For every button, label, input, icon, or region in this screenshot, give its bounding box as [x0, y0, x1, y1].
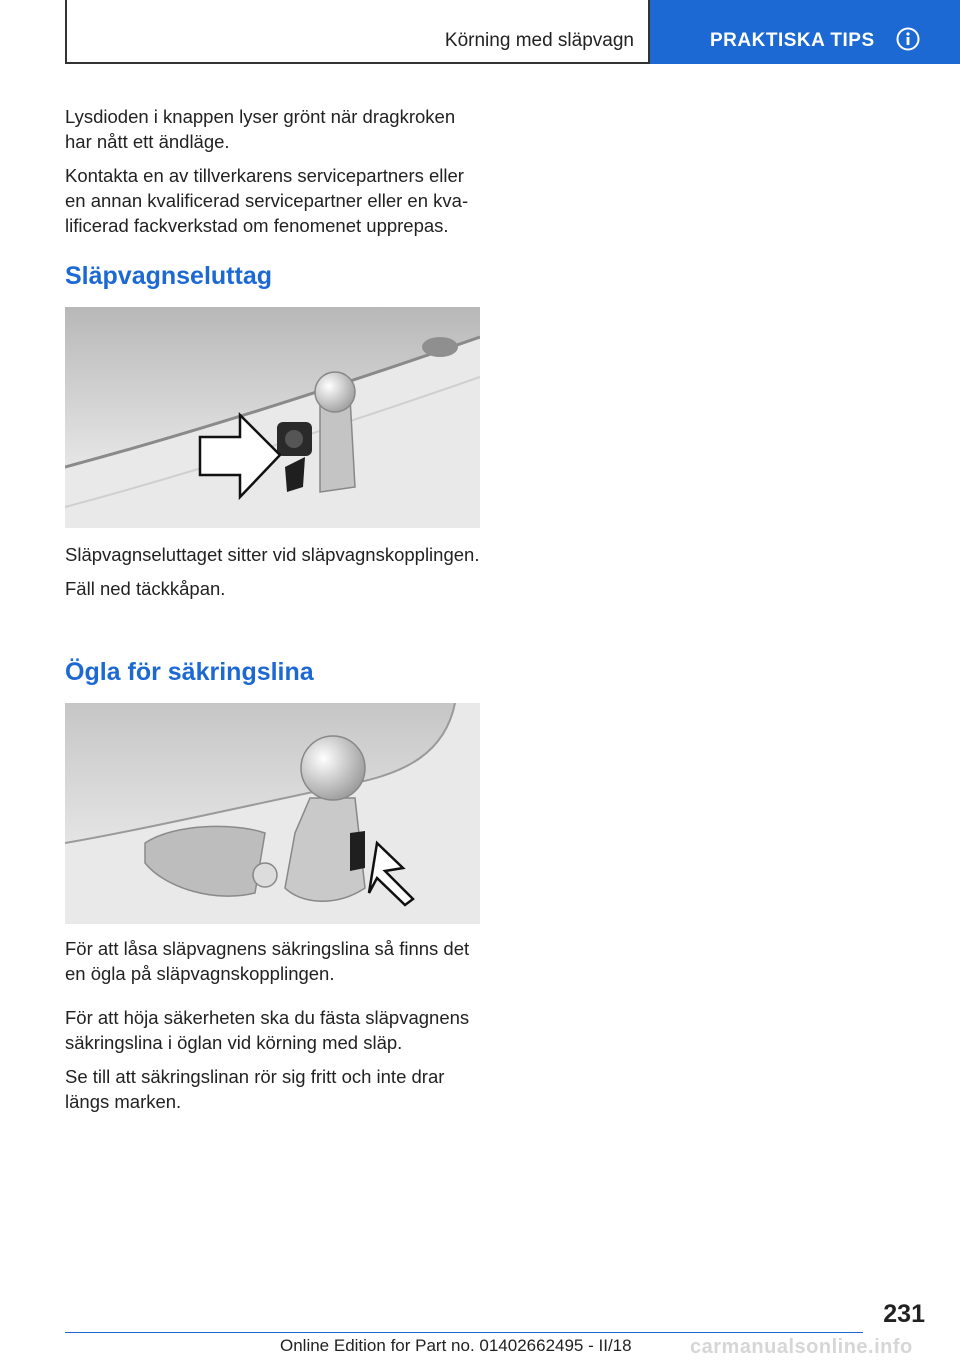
intro-paragraph-1: Lysdioden i knappen lyser grönt när dragkroken har nått ett ändläge. — [65, 106, 456, 152]
socket-heading: Släpvagnseluttag — [65, 262, 272, 290]
eyelet-heading: Ögla för säkringslina — [65, 658, 314, 686]
eyelet-paragraph-3: Se till att säkringslinan rör sig fritt och inte drar längs marken. — [65, 1066, 445, 1112]
eyelet-heading-wrap — [65, 658, 480, 687]
socket-illustration — [65, 307, 480, 528]
watermark: carmanualsonline.info — [690, 1336, 913, 1358]
section-title: PRAKTISKA TIPS — [710, 30, 875, 51]
header-chapter-box — [65, 0, 650, 64]
info-icon — [896, 27, 920, 51]
socket-heading-wrap — [65, 262, 480, 291]
chapter-title: Körning med släpvagn — [444, 30, 634, 51]
section-tab[interactable] — [650, 0, 960, 64]
intro-section — [65, 104, 480, 247]
socket-paragraph-2: Fäll ned täckkåpan. — [65, 578, 226, 599]
eyelet-paragraph-1: För att låsa släpvagnens säkringslina så finns det en ögla på släpvagnskopplingen. — [65, 938, 470, 984]
eyelet-paragraph-2: För att höja säkerheten ska du fästa släpvagnens säkringslina i öglan vid körning med släp. — [65, 1007, 470, 1053]
footer-divider — [65, 1332, 863, 1333]
edition-note: Online Edition for Part no. 01402662495 - II/18 — [280, 1336, 632, 1355]
intro-paragraph-2: Kontakta en av tillverkarens servicepartners eller en annan kvalificerad servicepartner eller en kvalificerad fackverkstad om fenomenet upprepas. — [65, 165, 469, 236]
eyelet-illustration — [65, 703, 480, 924]
eyelet-text-2 — [65, 1005, 480, 1123]
socket-text — [65, 542, 480, 610]
eyelet-text — [65, 936, 480, 995]
socket-paragraph-1: Släpvagnseluttaget sitter vid släpvagnskopplingen. — [65, 544, 480, 565]
page-number: 231 — [883, 1300, 925, 1328]
